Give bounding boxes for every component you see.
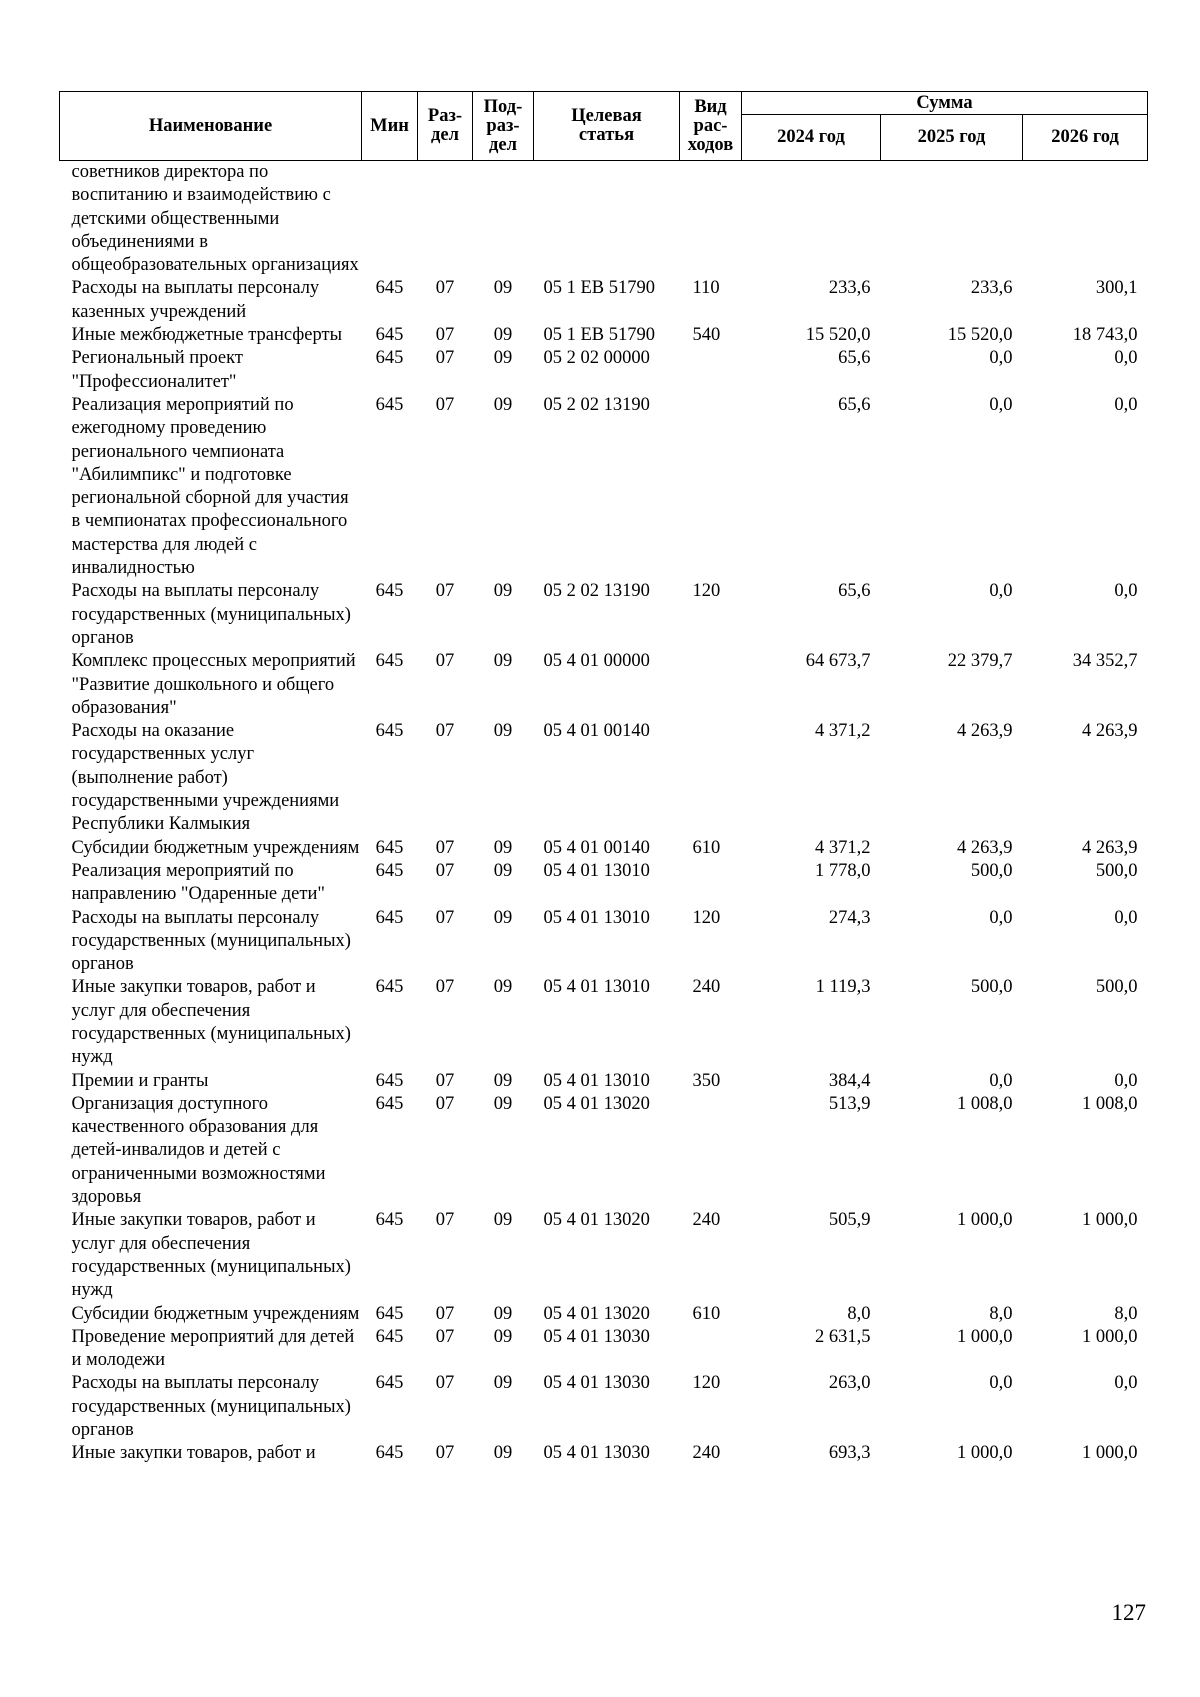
cell-sum-2024: 15 520,0 — [805, 325, 871, 346]
cell-sum-2025: 1 000,0 — [957, 1443, 1013, 1464]
cell-razdel: 07 — [435, 325, 455, 346]
page-number: 127 — [1111, 1600, 1146, 1625]
header-year-2026: 2026 год — [1023, 115, 1148, 161]
cell-name: Субсидии бюджетным учреждениям — [71, 837, 360, 858]
cell-name: Субсидии бюджетным учреждениям — [71, 1303, 360, 1324]
cell-sum-2024: 64 673,7 — [805, 651, 871, 672]
cell-sum-2025 — [881, 161, 1023, 278]
cell-sum-2026: 0,0 — [1114, 1373, 1138, 1394]
table-row — [60, 1303, 1148, 1326]
header-name: Наименование — [60, 92, 362, 161]
cell-sum-2024: 384,4 — [828, 1070, 871, 1091]
cell-sum-2024: 693,3 — [828, 1443, 871, 1464]
cell-celevaya-statya: 05 4 01 13010 — [543, 977, 650, 998]
cell-vid-rashodov — [680, 1093, 742, 1209]
cell-name: Реализация мероприятий по ежегодному проведению регионального чемпионата "Абилимпикс" и подготовке региональной сборной для участия в чемпионатах профессионального мастерства для людей с инвалидностью — [71, 394, 349, 579]
cell-min: 645 — [375, 907, 404, 928]
table-row — [60, 907, 1148, 977]
cell-min: 645 — [375, 1303, 404, 1324]
cell-sum-2026 — [1023, 161, 1148, 278]
cell-vid-rashodov: 240 — [692, 1443, 721, 1464]
table-row — [60, 976, 1148, 1069]
cell-sum-2026: 0,0 — [1114, 348, 1138, 369]
cell-podrazdel: 09 — [493, 581, 513, 602]
cell-sum-2026: 0,0 — [1114, 581, 1138, 602]
header-summa: Сумма — [742, 92, 1148, 115]
cell-razdel: 07 — [435, 394, 455, 415]
cell-celevaya-statya: 05 4 01 13030 — [543, 1373, 650, 1394]
table-row — [60, 837, 1148, 860]
cell-celevaya-statya: 05 4 01 00140 — [543, 837, 650, 858]
cell-podrazdel: 09 — [493, 1373, 513, 1394]
cell-celevaya-statya: 05 4 01 13010 — [543, 860, 650, 881]
cell-podrazdel: 09 — [493, 394, 513, 415]
header-min: Мин — [362, 92, 418, 161]
cell-celevaya-statya: 05 4 01 13020 — [543, 1093, 650, 1114]
cell-vid-rashodov — [680, 394, 742, 580]
cell-min: 645 — [375, 651, 404, 672]
cell-celevaya-statya: 05 4 01 13020 — [543, 1210, 650, 1231]
cell-sum-2025: 0,0 — [989, 581, 1013, 602]
cell-sum-2025: 500,0 — [970, 860, 1013, 881]
cell-celevaya-statya: 05 2 02 00000 — [543, 348, 650, 369]
table-row — [60, 324, 1148, 347]
cell-min: 645 — [375, 278, 404, 299]
cell-razdel: 07 — [435, 721, 455, 742]
cell-sum-2024: 4 371,2 — [815, 721, 871, 742]
cell-sum-2025: 233,6 — [970, 278, 1013, 299]
cell-vid-rashodov: 610 — [692, 837, 721, 858]
header-razdel: Раз- дел — [418, 92, 473, 161]
table-row — [60, 720, 1148, 836]
cell-podrazdel: 09 — [493, 837, 513, 858]
table-row — [60, 347, 1148, 394]
cell-sum-2024: 65,6 — [838, 581, 871, 602]
cell-razdel: 07 — [435, 1093, 455, 1114]
cell-celevaya-statya: 05 4 01 13030 — [543, 1443, 650, 1464]
cell-podrazdel: 09 — [493, 1210, 513, 1231]
cell-podrazdel: 09 — [493, 1070, 513, 1091]
cell-podrazdel: 09 — [493, 1443, 513, 1464]
cell-celevaya-statya: 05 1 ЕВ 51790 — [543, 278, 656, 299]
cell-razdel: 07 — [435, 348, 455, 369]
table-row — [60, 1093, 1148, 1209]
cell-vid-rashodov — [680, 347, 742, 394]
cell-celevaya-statya: 05 4 01 00000 — [543, 651, 650, 672]
cell-razdel: 07 — [435, 1373, 455, 1394]
cell-name: Расходы на выплаты персоналу государственных (муниципальных) органов — [71, 581, 351, 648]
cell-min: 645 — [375, 394, 404, 415]
cell-sum-2026: 500,0 — [1095, 977, 1138, 998]
table-row — [60, 1070, 1148, 1093]
cell-razdel: 07 — [435, 651, 455, 672]
cell-podrazdel: 09 — [493, 325, 513, 346]
cell-celevaya-statya: 05 2 02 13190 — [543, 394, 650, 415]
table-row — [60, 1326, 1148, 1373]
cell-min — [362, 161, 418, 278]
cell-vid-rashodov — [680, 720, 742, 836]
cell-min: 645 — [375, 860, 404, 881]
cell-sum-2025: 1 000,0 — [957, 1326, 1013, 1347]
header-celevaya-statya: Целевая статья — [534, 92, 680, 161]
cell-name: Премии и гранты — [71, 1070, 209, 1091]
cell-name: Реализация мероприятий по направлению "Одаренные дети" — [71, 860, 325, 905]
cell-sum-2025: 0,0 — [989, 394, 1013, 415]
cell-name: советников директора по воспитанию и взаимодействию с детскими общественными объединениями в общеобразовательных организациях — [71, 162, 359, 276]
cell-sum-2025: 22 379,7 — [947, 651, 1013, 672]
cell-vid-rashodov — [680, 1326, 742, 1373]
cell-sum-2024: 1 119,3 — [815, 977, 871, 998]
cell-sum-2025: 1 000,0 — [957, 1210, 1013, 1231]
budget-table — [59, 91, 1148, 1466]
cell-podrazdel: 09 — [493, 1093, 513, 1114]
cell-vid-rashodov: 240 — [692, 1210, 721, 1231]
cell-podrazdel: 09 — [493, 651, 513, 672]
table-row — [60, 1209, 1148, 1302]
cell-sum-2026: 18 743,0 — [1072, 325, 1138, 346]
cell-sum-2026: 1 000,0 — [1082, 1443, 1138, 1464]
cell-vid-rashodov: 540 — [692, 325, 721, 346]
cell-razdel: 07 — [435, 860, 455, 881]
cell-vid-rashodov: 120 — [692, 581, 721, 602]
table-row — [60, 650, 1148, 720]
cell-sum-2024: 8,0 — [847, 1303, 871, 1324]
cell-podrazdel: 09 — [493, 1303, 513, 1324]
cell-sum-2026: 1 000,0 — [1082, 1326, 1138, 1347]
cell-min: 645 — [375, 348, 404, 369]
cell-vid-rashodov: 120 — [692, 907, 721, 928]
table-row — [60, 860, 1148, 907]
cell-podrazdel — [473, 161, 534, 278]
cell-sum-2024: 1 778,0 — [815, 860, 871, 881]
cell-sum-2024: 65,6 — [838, 348, 871, 369]
cell-vid-rashodov: 240 — [692, 977, 721, 998]
cell-name: Региональный проект "Профессионалитет" — [71, 348, 243, 392]
cell-name: Расходы на оказание государственных услуг (выполнение работ) государственными учреждениями Республики Калмыкия — [71, 721, 340, 835]
cell-min: 645 — [375, 1093, 404, 1114]
cell-podrazdel: 09 — [493, 977, 513, 998]
cell-razdel: 07 — [435, 1210, 455, 1231]
cell-razdel: 07 — [435, 278, 455, 299]
cell-name: Проведение мероприятий для детей и молодежи — [71, 1326, 355, 1371]
cell-sum-2025: 0,0 — [989, 1373, 1013, 1394]
cell-name: Расходы на выплаты персоналу государственных (муниципальных) органов — [71, 907, 351, 975]
table-row — [60, 277, 1148, 324]
cell-sum-2024: 274,3 — [828, 907, 871, 928]
cell-min: 645 — [375, 1443, 404, 1464]
cell-min: 645 — [375, 1210, 404, 1231]
table-row — [60, 1442, 1148, 1465]
cell-podrazdel: 09 — [493, 348, 513, 369]
cell-sum-2025: 1 008,0 — [957, 1093, 1013, 1114]
table-row — [60, 580, 1148, 650]
cell-razdel: 07 — [435, 1070, 455, 1091]
cell-name: Иные закупки товаров, работ и услуг для обеспечения государственных (муниципальных) нужд — [71, 977, 351, 1068]
cell-min: 645 — [375, 325, 404, 346]
cell-min: 645 — [375, 581, 404, 602]
table-header-row — [60, 92, 1148, 115]
cell-min: 645 — [375, 721, 404, 742]
cell-razdel: 07 — [435, 907, 455, 928]
cell-podrazdel: 09 — [493, 721, 513, 742]
cell-podrazdel: 09 — [493, 278, 513, 299]
cell-vid-rashodov: 350 — [692, 1070, 721, 1091]
cell-sum-2025: 0,0 — [989, 907, 1013, 928]
cell-celevaya-statya: 05 2 02 13190 — [543, 581, 650, 602]
cell-celevaya-statya: 05 1 ЕВ 51790 — [543, 325, 656, 346]
cell-vid-rashodov: 120 — [692, 1373, 721, 1394]
cell-sum-2026: 500,0 — [1095, 860, 1138, 881]
cell-name: Иные закупки товаров, работ и — [71, 1443, 316, 1464]
cell-celevaya-statya: 05 4 01 13010 — [543, 1070, 650, 1091]
cell-sum-2025: 15 520,0 — [947, 325, 1013, 346]
cell-celevaya-statya: 05 4 01 13030 — [543, 1326, 650, 1347]
cell-razdel: 07 — [435, 1303, 455, 1324]
cell-sum-2025: 4 263,9 — [957, 837, 1013, 858]
cell-sum-2025: 500,0 — [970, 977, 1013, 998]
cell-sum-2026: 34 352,7 — [1072, 651, 1138, 672]
cell-min: 645 — [375, 977, 404, 998]
cell-sum-2026: 8,0 — [1114, 1303, 1138, 1324]
cell-celevaya-statya: 05 4 01 13010 — [543, 907, 650, 928]
cell-sum-2026: 4 263,9 — [1082, 721, 1138, 742]
cell-sum-2024: 505,9 — [828, 1210, 871, 1231]
cell-sum-2024: 2 631,5 — [815, 1326, 871, 1347]
cell-name: Расходы на выплаты персоналу государственных (муниципальных) органов — [71, 1373, 351, 1441]
header-podrazdel: Под- раз- дел — [473, 92, 534, 161]
cell-sum-2024: 4 371,2 — [815, 837, 871, 858]
table-body — [60, 161, 1148, 1466]
cell-min: 645 — [375, 837, 404, 858]
cell-vid-rashodov — [680, 650, 742, 720]
cell-celevaya-statya — [534, 161, 680, 278]
cell-podrazdel: 09 — [493, 860, 513, 881]
cell-sum-2025: 0,0 — [989, 348, 1013, 369]
header-year-2025: 2025 год — [881, 115, 1023, 161]
cell-min: 645 — [375, 1326, 404, 1347]
cell-sum-2024: 513,9 — [828, 1093, 871, 1114]
table-row — [60, 161, 1148, 278]
cell-razdel: 07 — [435, 1443, 455, 1464]
cell-min: 645 — [375, 1373, 404, 1394]
cell-vid-rashodov: 110 — [692, 278, 720, 299]
header-year-2024: 2024 год — [742, 115, 881, 161]
cell-sum-2025: 8,0 — [989, 1303, 1013, 1324]
cell-name: Комплекс процессных мероприятий "Развитие дошкольного и общего образования" — [71, 651, 356, 718]
cell-name: Иные межбюджетные трансферты — [71, 325, 343, 346]
cell-sum-2024: 263,0 — [828, 1373, 871, 1394]
cell-podrazdel: 09 — [493, 1326, 513, 1347]
cell-sum-2026: 1 000,0 — [1082, 1210, 1138, 1231]
cell-razdel: 07 — [435, 1326, 455, 1347]
cell-min: 645 — [375, 1070, 404, 1091]
cell-razdel: 07 — [435, 837, 455, 858]
cell-celevaya-statya: 05 4 01 13020 — [543, 1303, 650, 1324]
cell-sum-2026: 0,0 — [1114, 907, 1138, 928]
cell-razdel — [418, 161, 473, 278]
cell-vid-rashodov — [680, 161, 742, 278]
cell-sum-2025: 4 263,9 — [957, 721, 1013, 742]
cell-vid-rashodov: 610 — [692, 1303, 721, 1324]
cell-podrazdel: 09 — [493, 907, 513, 928]
cell-razdel: 07 — [435, 581, 455, 602]
cell-sum-2025: 0,0 — [989, 1070, 1013, 1091]
cell-sum-2026: 300,1 — [1095, 278, 1138, 299]
table-row — [60, 1372, 1148, 1442]
cell-sum-2026: 4 263,9 — [1082, 837, 1138, 858]
cell-razdel: 07 — [435, 977, 455, 998]
cell-sum-2024: 65,6 — [838, 394, 871, 415]
cell-sum-2026: 0,0 — [1114, 1070, 1138, 1091]
cell-sum-2024 — [742, 161, 881, 278]
cell-name: Иные закупки товаров, работ и услуг для обеспечения государственных (муниципальных) нужд — [71, 1210, 351, 1301]
cell-sum-2024: 233,6 — [828, 278, 871, 299]
cell-name: Организация доступного качественного образования для детей-инвалидов и детей с ограниченными возможностями здоровья — [71, 1093, 326, 1208]
cell-celevaya-statya: 05 4 01 00140 — [543, 721, 650, 742]
table-row — [60, 394, 1148, 580]
cell-sum-2026: 1 008,0 — [1082, 1093, 1138, 1114]
cell-name: Расходы на выплаты персоналу казенных учреждений — [71, 278, 320, 322]
header-vid-rashodov: Вид рас- ходов — [680, 92, 742, 161]
cell-vid-rashodov — [680, 860, 742, 907]
cell-sum-2026: 0,0 — [1114, 394, 1138, 415]
